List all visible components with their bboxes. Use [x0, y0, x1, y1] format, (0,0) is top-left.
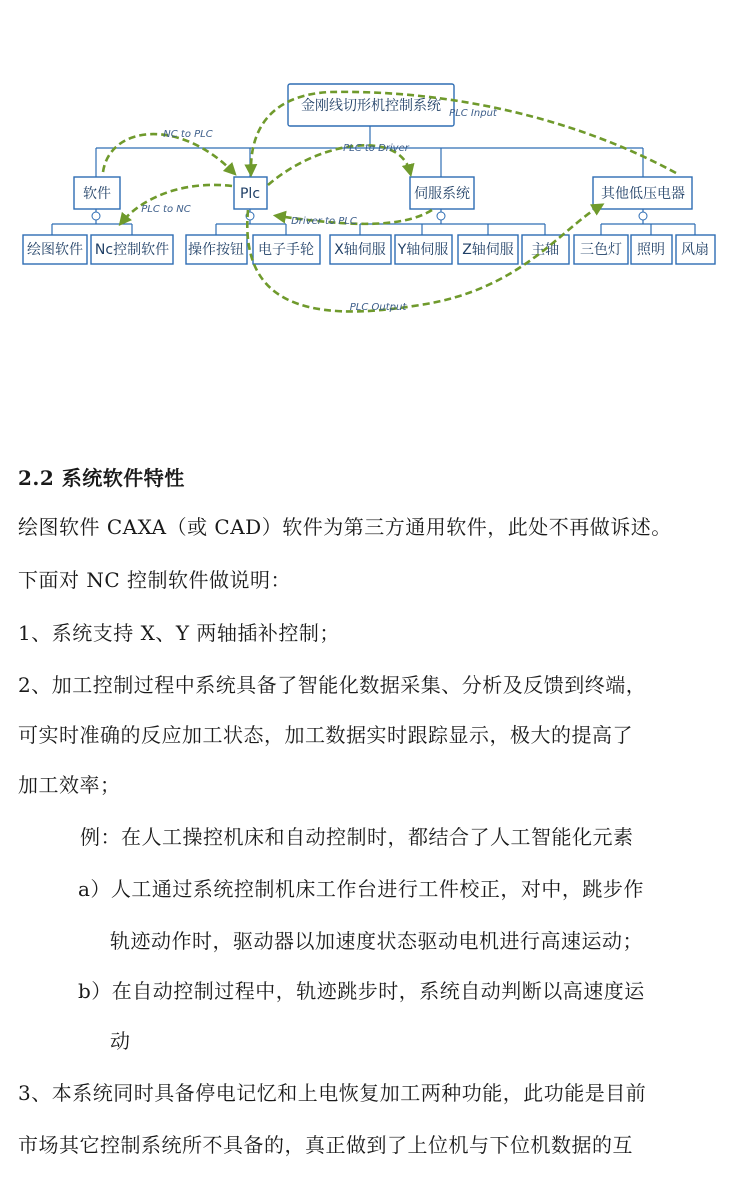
svg-text:操作按钮: 操作按钮	[188, 242, 244, 258]
flow-label: Driver to PLC	[291, 216, 357, 227]
svg-text:其他低压电器: 其他低压电器	[601, 186, 685, 202]
svg-text:软件: 软件	[83, 186, 111, 202]
svg-text:Y轴伺服: Y轴伺服	[397, 242, 449, 258]
svg-text:照明: 照明	[637, 242, 665, 258]
flow-label: PLC Input	[449, 108, 497, 119]
level1-node-low-voltage	[593, 177, 692, 209]
svg-text:Nc控制软件: Nc控制软件	[94, 242, 170, 258]
root-node	[288, 84, 454, 126]
example-line: 例：在人工操控机床和自动控制时，都结合了人工智能化元素	[80, 825, 634, 849]
collapse-circle-icon	[92, 212, 100, 220]
svg-text:Plc: Plc	[239, 186, 261, 202]
leaf-fan	[676, 235, 715, 264]
flow-label: NC to PLC	[163, 129, 213, 140]
list-item-b: b）在自动控制过程中，轨迹跳步时，系统自动判断以高速度运	[78, 979, 645, 1003]
paragraph-line: 3、本系统同时具备停电记忆和上电恢复加工两种功能，此功能是目前	[18, 1081, 647, 1105]
paragraph-line: 下面对 NC 控制软件做说明：	[18, 568, 292, 592]
paragraph-line: 绘图软件 CAXA（或 CAD）软件为第三方通用软件，此处不再做诉述。	[18, 515, 672, 539]
leaf-operation-button	[186, 235, 247, 264]
svg-text:伺服系统: 伺服系统	[414, 186, 470, 202]
flow-label: PLC to Driver	[343, 143, 409, 154]
paragraph-line: 市场其它控制系统所不具备的，真正做到了上位机与下位机数据的互	[18, 1133, 633, 1157]
paragraph-line: 1、系统支持 X、Y 两轴插补控制；	[18, 621, 340, 645]
leaf-lighting	[631, 235, 672, 264]
leaf-y-servo	[395, 235, 452, 264]
root-label: 金刚线切形机控制系统	[301, 98, 441, 114]
level1-node-servo	[410, 177, 474, 209]
level1-node-software	[74, 177, 120, 209]
section-heading: 2.2 系统软件特性	[18, 466, 185, 490]
system-architecture-diagram	[0, 0, 750, 330]
paragraph-line: 加工效率；	[18, 773, 121, 797]
svg-text:X轴伺服: X轴伺服	[334, 242, 386, 258]
level1-node-plc	[234, 177, 267, 209]
collapse-circle-icon	[437, 212, 445, 220]
leaf-nc-software	[91, 235, 173, 264]
leaf-handwheel	[253, 235, 320, 264]
leaf-x-servo	[330, 235, 391, 264]
svg-text:绘图软件: 绘图软件	[27, 242, 83, 258]
svg-text:三色灯: 三色灯	[580, 242, 622, 258]
svg-text:电子手轮: 电子手轮	[258, 242, 314, 258]
svg-text:主轴: 主轴	[531, 242, 559, 258]
list-item-a-continued: 轨迹动作时，驱动器以加速度状态驱动电机进行高速运动；	[110, 929, 643, 953]
leaf-z-servo	[458, 235, 518, 264]
svg-text:Z轴伺服: Z轴伺服	[462, 242, 514, 258]
leaf-tricolor-light	[574, 235, 628, 264]
flow-label: PLC to NC	[141, 204, 191, 215]
list-item-b-continued: 动	[110, 1029, 131, 1053]
list-item-a: a）人工通过系统控制机床工作台进行工件校正，对中，跳步作	[78, 877, 644, 901]
leaf-drawing-software	[23, 235, 87, 264]
paragraph-line: 可实时准确的反应加工状态，加工数据实时跟踪显示，极大的提高了	[18, 723, 633, 747]
paragraph-line: 2、加工控制过程中系统具备了智能化数据采集、分析及反馈到终端，	[18, 673, 647, 697]
collapse-circle-icon	[639, 212, 647, 220]
svg-text:风扇: 风扇	[681, 242, 709, 258]
flow-label: PLC Output	[349, 302, 407, 313]
